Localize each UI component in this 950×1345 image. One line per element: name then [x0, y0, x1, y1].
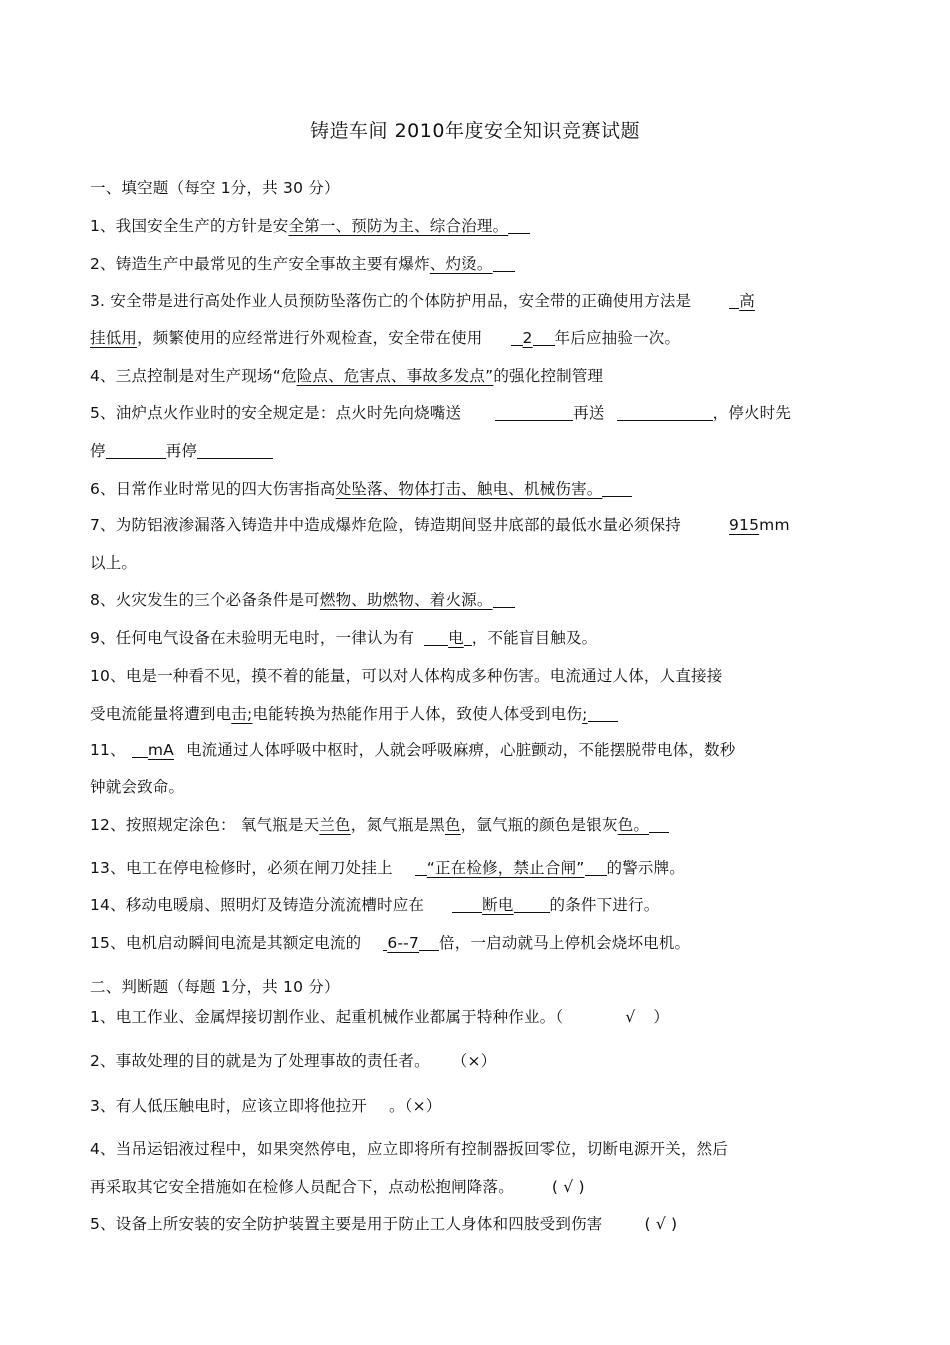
question-4-post: 的强化控制管理	[493, 367, 604, 385]
question-15-answer: 6--7	[387, 934, 420, 952]
question-5-mid-1: 再送	[573, 404, 605, 422]
question-3-post: 年后应抽验一次。	[554, 329, 681, 347]
answer-blank	[419, 935, 439, 952]
question-12-answer-1: 兰色	[319, 816, 351, 834]
question-7-text: 7、为防铝液渗漏落入铸造井中造成爆炸危险，铸造期间竖井底部的最低水量必须保持	[90, 516, 681, 534]
question-8-text: 8、火灾发生的三个必备条件是可	[90, 591, 320, 609]
question-9	[90, 626, 597, 648]
answer-blank	[424, 630, 448, 647]
question-11-number: 11、	[90, 741, 126, 759]
judgement-2-text: 2、事故处理的目的就是为了处理事故的责任者。	[90, 1052, 430, 1070]
question-10-text: 受电流能量将遭到电	[90, 705, 232, 723]
answer-blank	[511, 330, 523, 347]
question-7-line-1	[90, 513, 790, 535]
question-14-answer: 断电	[482, 896, 514, 914]
question-1-answer: 全第一、预防为主、综合治理。	[288, 217, 509, 235]
question-9-answer: 电	[448, 629, 464, 647]
question-2	[90, 252, 515, 274]
question-13-text: 13、电工在停电检修时，必须在闸刀处挂上	[90, 859, 393, 877]
judgement-1-text: 1、电工作业、金属焊接切割作业、起重机械作业都属于特种作业。（	[90, 1008, 564, 1026]
document-title: 铸造车间 2010年度安全知识竞赛试题	[310, 120, 640, 142]
answer-blank	[197, 443, 273, 460]
answer-blank	[464, 630, 472, 647]
question-15-post: 倍，一启动就马上停机会烧坏电机。	[439, 934, 691, 952]
answer-blank	[508, 218, 530, 235]
answer-blank	[495, 405, 573, 422]
question-6-text: 6、日常作业时常见的四大伤害指高	[90, 480, 336, 498]
answer-blank	[493, 592, 515, 609]
answer-blank	[452, 897, 482, 914]
judgement-2-mark: （×）	[451, 1052, 497, 1070]
question-12-answer-2: 色	[444, 816, 461, 834]
question-6-answer: 处坠落、物体打击、触电、机械伤害。	[335, 480, 603, 498]
question-3-mid: ，频繁使用的应经常进行外观检查，安全带在使用	[137, 329, 483, 347]
question-14-post: 的条件下进行。	[549, 896, 660, 914]
question-10-answer-2: ;	[582, 705, 588, 723]
judgement-4-mark: ( √ )	[551, 1178, 585, 1196]
question-11-line-1	[90, 738, 735, 760]
question-13-post: 的警示牌。	[606, 859, 686, 877]
judgement-4-line-1: 4、当吊运铝液过程中，如果突然停电，应立即将所有控制器扳回零位，切断电源开关，然后	[90, 1140, 729, 1158]
answer-blank	[617, 405, 713, 422]
question-3-text: 3. 安全带是进行高处作业人员预防坠落伤亡的个体防护用品，安全带的正确使用方法是	[90, 292, 692, 310]
question-4	[90, 364, 603, 386]
judgement-1-close: ）	[653, 1008, 670, 1026]
question-11-answer: mA	[147, 741, 174, 759]
answer-blank	[588, 706, 618, 723]
question-14	[90, 893, 659, 915]
section-heading-fill-in: 一、填空题（每空 1分，共 30 分）	[90, 179, 340, 197]
answer-blank	[106, 443, 166, 460]
question-13-answer: “正在检修，禁止合闸”	[426, 859, 585, 877]
answer-blank	[514, 897, 550, 914]
answer-blank	[602, 481, 632, 498]
answer-blank	[415, 860, 427, 877]
judgement-3-text: 3、有人低压触电时，应该立即将他拉开	[90, 1097, 367, 1115]
section-heading-true-false: 二、判断题（每题 1分，共 10 分）	[90, 978, 340, 996]
answer-blank	[493, 256, 515, 273]
question-4-answer: 险点、危害点、事故多发点”	[296, 367, 494, 385]
question-15	[90, 931, 690, 953]
answer-blank	[649, 817, 669, 834]
question-12-mid-1: ，氮气瓶是黑	[350, 816, 445, 834]
question-11-text: 电流通过人体呼吸中枢时，人就会呼吸麻痹，心脏颤动，不能摆脱带电体，数秒	[185, 741, 736, 759]
question-2-text: 2、铸造生产中最常见的生产安全事故主要有爆炸	[90, 255, 430, 273]
question-12-mid-2: ，氩气瓶的颜色是银灰	[460, 816, 618, 834]
answer-blank	[729, 293, 739, 310]
question-5-line-2	[90, 439, 273, 461]
question-9-text: 9、任何电气设备在未验明无电时，一律认为有	[90, 629, 415, 647]
question-15-text: 15、电机启动瞬间电流是其额定电流的	[90, 934, 362, 952]
judgement-3	[90, 1094, 442, 1116]
question-5-mid-2: ，停火时先	[712, 404, 792, 422]
judgement-5	[90, 1212, 677, 1234]
question-5-line-1	[90, 401, 791, 423]
question-13	[90, 856, 685, 878]
question-7-line-2: 以上。	[90, 554, 138, 572]
question-2-answer: 、灼烫。	[429, 255, 493, 273]
question-11-line-2: 钟就会致命。	[90, 778, 185, 796]
question-7-answer: 915	[728, 516, 760, 534]
question-12-answer-3: 色。	[617, 816, 650, 834]
question-3-answer-2: 2	[522, 329, 533, 347]
judgement-4-line-2	[90, 1175, 585, 1197]
question-5-text: 5、油炉点火作业时的安全规定是：点火时先向烧嘴送	[90, 404, 462, 422]
question-5-line-2a: 停	[90, 442, 106, 460]
question-3-answer-1a: 高	[739, 292, 755, 310]
question-3-line-2	[90, 326, 680, 348]
judgement-5-mark: ( √ )	[644, 1215, 678, 1233]
judgement-3-mark: 。（×）	[388, 1097, 442, 1115]
judgement-1-mark: √	[625, 1008, 636, 1026]
question-8	[90, 588, 515, 610]
question-10-line-2	[90, 702, 618, 724]
judgement-5-text: 5、设备上所安装的安全防护装置主要是用于防止工人身体和四肢受到伤害	[90, 1215, 603, 1233]
question-7-unit: mm	[759, 516, 790, 534]
judgement-1	[90, 1005, 669, 1027]
question-9-post: ，不能盲目触及。	[471, 629, 598, 647]
question-12	[90, 813, 669, 835]
question-1-text: 1、我国安全生产的方针是安	[90, 217, 289, 235]
question-10-line-1: 10、电是一种看不见，摸不着的能量，可以对人体构成多种伤害。电流通过人体，人直接接	[90, 667, 723, 685]
question-3-answer-1b: 挂低用	[90, 329, 138, 347]
question-14-text: 14、移动电暖扇、照明灯及铸造分流流槽时应在	[90, 896, 425, 914]
question-8-answer: 燃物、助燃物、着火源。	[319, 591, 493, 609]
judgement-4-text: 再采取其它安全措施如在检修人员配合下，点动松抱闸降落。	[90, 1178, 514, 1196]
answer-blank	[585, 860, 607, 877]
question-12-text: 12、按照规定涂色： 氧气瓶是天	[90, 816, 320, 834]
question-10-answer-1: 击;	[231, 705, 253, 723]
judgement-2	[90, 1049, 496, 1071]
question-4-text: 4、三点控制是对生产现场“危	[90, 367, 297, 385]
question-6	[90, 477, 632, 499]
answer-blank	[132, 742, 148, 759]
answer-blank	[533, 330, 555, 347]
question-5-line-2b: 再停	[165, 442, 198, 460]
question-10-mid: 电能转换为热能作用于人体，致使人体受到电伤	[252, 705, 583, 723]
question-1	[90, 214, 530, 236]
question-3-line-1	[90, 289, 755, 311]
